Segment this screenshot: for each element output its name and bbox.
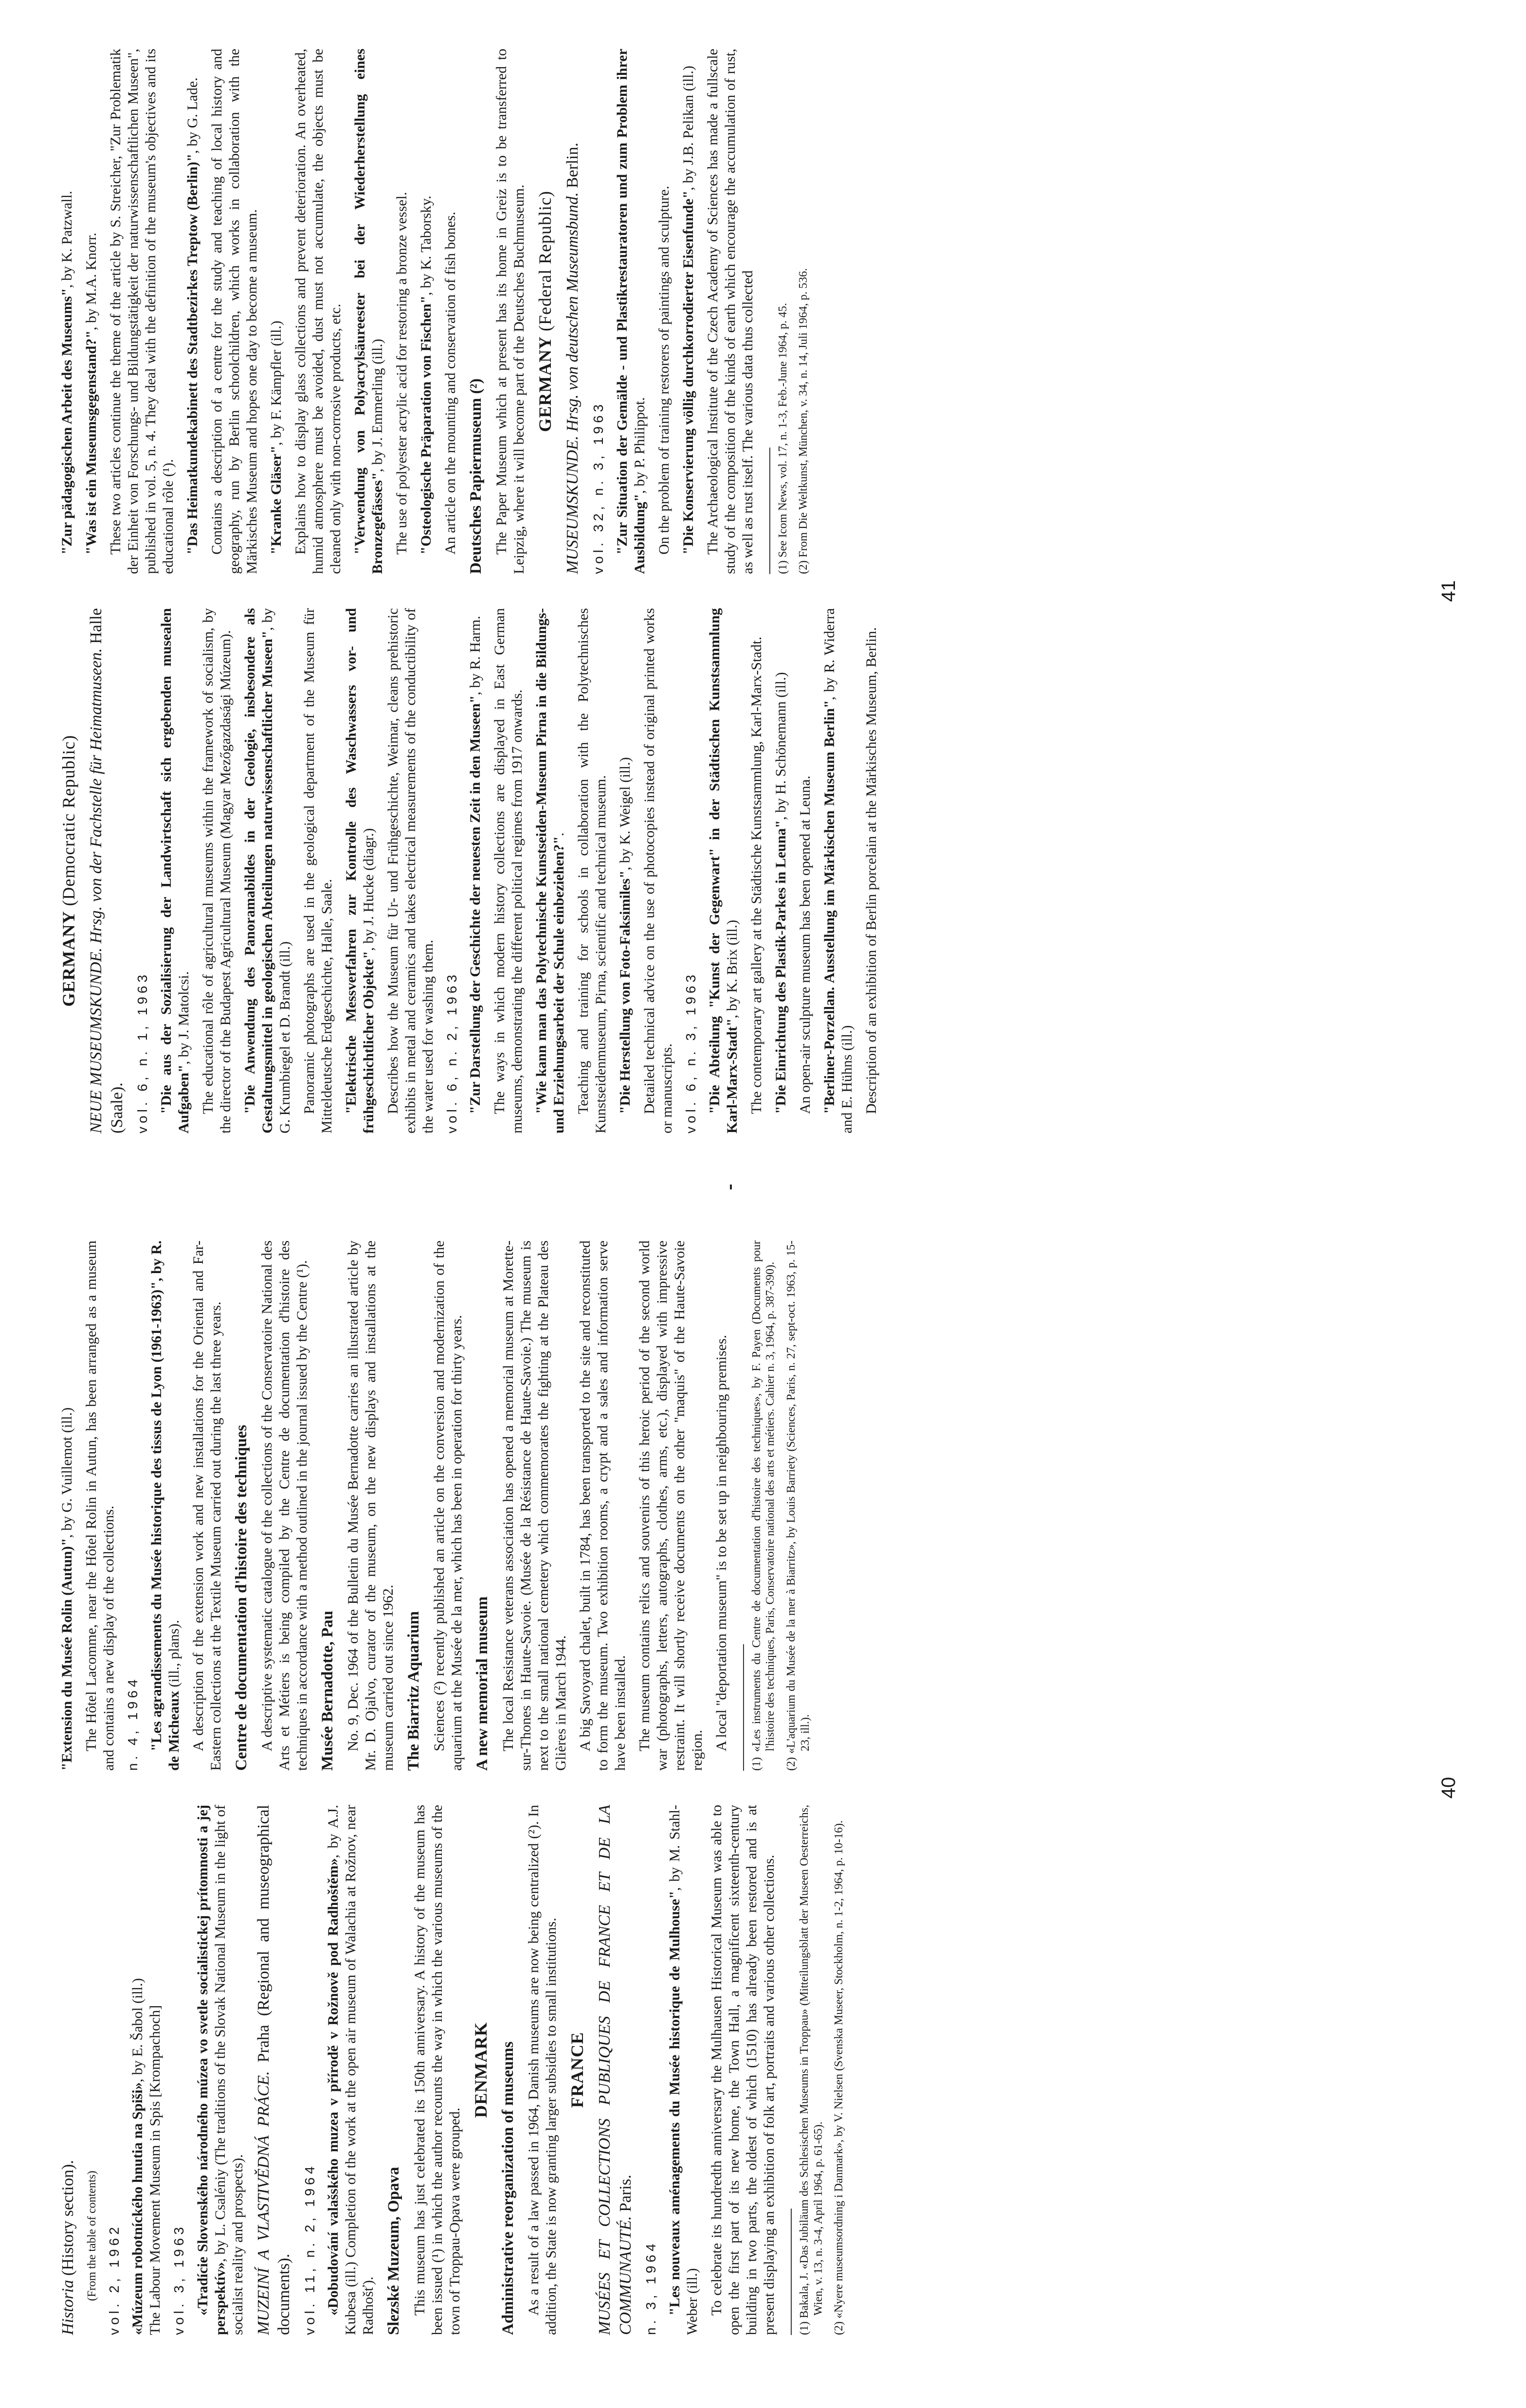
article-entry: "Kranke Gläser", by F. Kämpfler (ill.) [268, 321, 284, 555]
volume-line: n. 4, 1964 [125, 1676, 140, 1771]
article-entry: "Extension du Musée Rolin (Autun)", by G. Vuillemot (ill.) [59, 1407, 75, 1771]
volume-line: vol. 2, 1962 [106, 2224, 122, 2335]
paragraph: Explains how to display glass collections and prevent deterioration. An overheated, humid atmosphere must be avoided, dust must not accumulate, the objects must be cleaned only with non-corrosive products, etc. [292, 49, 344, 574]
footnote-rule [769, 448, 770, 574]
table-of-contents-note: (From the table of contents) [85, 2171, 98, 2301]
section-heading: The Biarritz Aquarium [405, 1611, 423, 1771]
volume-line: vol. 6, n. 2, 1963 [444, 971, 459, 1133]
article-entry: "Osteologische Präparation von Fischen", by K. Taborsky. [418, 196, 434, 555]
page-40 [58, 1240, 1460, 2335]
paragraph: Teaching and training for schools in collaboration with the Polytechnisches Kunstseidenmuseum, Pirna, scientific and technical museum. [575, 608, 609, 1133]
footnote: (2) «L'aquarium du Musée de la mer à Biarritz», by Louis Barriety (Sciences, Paris, n. 27, sept-oct. 1963, p. 15-23, ill.). [785, 1240, 812, 1771]
page-41 [58, 49, 1460, 1133]
article-entry: "Berliner-Porzellan. Ausstellung im Märkischen Museum Berlin", by R. Widerra and E. Hühns (ill.) [821, 608, 855, 1133]
paragraph: This museum has just celebrated its 150th anniversary. A history of the museum has been issued (¹) in which the author recounts the way in which the various museums of the town of Troppau-Opava were grouped. [411, 1805, 463, 2335]
right-page-column-1 [58, 608, 1343, 1133]
footnote: (1) «Les instruments du Centre de documentation d'histoire des techniques», by F. Payen (Documents pour l'histoire des techniques, Paris, Conservatoire national des arts et métiers. Cahier n. 3, 1964, p. 387-390). [750, 1240, 777, 1771]
footnote-rule [743, 1644, 744, 1771]
paragraph: Description of an exhibition of Berlin porcelain at the Märkisches Museum, Berlin. [863, 627, 879, 1114]
paragraph: As a result of a law passed in 1964, Danish museums are now being centralized (²). In addition, the State is now granting larger subsidies to small institutions. [526, 1805, 560, 2335]
country-heading: GERMANY (Democratic Republic) [59, 735, 78, 1007]
article-entry: «Tradície Slovenského národného múzea vo svetle socialistickej prítomnosti a jej perspektív», by L. Csaléniy (The traditions of the Slovak National Museum in the light of socialist reality and prospects). [194, 1805, 246, 2335]
footnote-rule [791, 2209, 792, 2335]
article-entry: «Dobudování valašského muzea v přírodě v Rožnově pod Radhoštěm», by A.J. Kubesa (ill.) Completion of the work at the open air museum of Walachia at Rožnov, near Radhošť). [325, 1805, 377, 2335]
paragraph: The Paper Museum which at present has its home in Greiz is to be transferred to Leipzig, where it will become part of the Deutsches Buchmuseum. [493, 49, 527, 574]
paragraph: The museum contains relics and souvenirs of this heroic period of the second world war (photographs, letters, autographs, clothes, arms, etc.), displayed with impressive restraint. It will shortly receive documents on the other "maquis" of the Haute-Savoie region. [636, 1240, 705, 1771]
section-heading: A new memorial museum [473, 1596, 491, 1771]
paragraph: An article on the mounting and conservation of fish bones. [442, 212, 458, 555]
volume-line: vol. 6, n. 3, 1963 [683, 971, 699, 1133]
publication-title: MUSEUMSKUNDE. Hrsg. von deutschen Museumsbund. Berlin. [563, 143, 582, 574]
paragraph: No. 9, Dec. 1964 of the Bulletin du Musée Bernadotte carries an illustrated article by Mr. D. Ojalvo, curator of the museum, on the new displays and installations at the museum carried out since 1962. [345, 1240, 397, 1771]
section-heading: Administrative reorganization of museums [499, 2041, 517, 2335]
paragraph: To celebrate its hundredth anniversary the Mulhausen Historical Museum was able to open the first part of its new home, the Town Hall, a magnificent sixteenth-century building in two parts, the oldest of which (1510) has already been restored and is at present displaying an exhibition of folk art, portraits and various other collections. [708, 1805, 777, 2335]
article-entry: "Die Konservierung völlig durchkorrodierter Eisenfunde", by J.B. Pelikan (ill.) [680, 66, 696, 555]
article-entry: "Zur Situation der Gemälde - und Plastikrestauratoren und zum Problem ihrer Ausbildung", by P. Philippot. [614, 49, 648, 574]
footnote: (1) See Icom News, vol. 17, n. 1-3, Feb.-June 1964, p. 45. [776, 303, 789, 574]
paragraph: On the problem of training restorers of paintings and sculpture. [655, 185, 672, 555]
article-entry: "Les agrandissements du Musée historique des tissus de Lyon (1961-1963)", by R. de Micheaux (ill., plans). [148, 1240, 182, 1771]
paragraph: The local Resistance veterans association has opened a memorial museum at Morette-sur-Thones in Haute-Savoie. (Musée de la Résistance de Haute-Savoie.) The museum is next to the small national cemetery which commemorates the fighting at the Plateau des Glières in March 1944. [500, 1240, 569, 1771]
section-heading: Musée Bernadotte, Pau [318, 1610, 336, 1771]
volume-line: vol. 11, n. 2, 1964 [302, 2163, 317, 2335]
article-entry: "Die Anwendung des Panoramabildes in der Geologie, insbesondere als Gestaltungsmittel in geologischen Abteilungen naturwissenschaftlicher Museen", by G. Krumbiegel et D. Brandt (ill.) [241, 608, 293, 1133]
paragraph: The ways in which modern history collections are displayed in East German museums, demonstrating the different political regimes from 1917 onwards. [491, 608, 526, 1133]
paragraph: An open-air sculpture museum has been opened at Leuna. [797, 775, 813, 1114]
volume-line: vol. 6, n. 1, 1963 [135, 971, 150, 1133]
article-entry: «Múzeum robotníckého hnutia na Spiši», by E. Šabol (ill.) The Labour Movement Museum in Spis [Krompachoch] [129, 1978, 164, 2335]
article-entry: "Die aus der Sozialisierung der Landwirtschaft sich ergebenden musealen Aufgaben", by J. Matolcsi. [158, 608, 192, 1133]
article-entry: "Zur pädagogischen Arbeit des Museums", by K. Patzwall. [59, 191, 75, 555]
article-entry: "Die Herstellung von Foto-Faksimiles", by K. Weigel (ill.) [617, 757, 634, 1114]
paragraph: A descriptive systematic catalogue of the collections of the Conservatoire National des Arts et Métiers is being compiled by the Centre de documentation d'histoire des techniques in accordance with a method outlined in the journal issued by the Centre (¹). [258, 1240, 310, 1771]
publication-title: NEUE MUSEUMSKUNDE. Hrsg. von der Fachstelle für Heimatmuseen. Halle (Saale). [87, 608, 126, 1133]
paragraph: Sciences (²) recently published an article on the conversion and modernization of the aquarium at the Musée de la mer, which has been in operation for thirty years. [431, 1240, 465, 1771]
footnote: (2) «Nyere museumsordning i Danmark», by V. Nielsen (Svenska Museer, Stockholm, n. 1-2, 1964, p. 10-16). [833, 1820, 846, 2335]
publication-title: MUZEINÍ A VLASTIVĚDNÁ PRÁCE. Praha (Regional and museographical documents). [254, 1805, 293, 2335]
article-entry: "Die Abteilung "Kunst der Gegenwart" in der Städtischen Kunstsammlung Karl-Marx-Stadt", by K. Brix (ill.) [706, 608, 740, 1133]
publication-title: MUSÉES ET COLLECTIONS PUBLIQUES DE FRANCE ET DE LA COMMUNAUTÉ. Paris. [596, 1805, 635, 2335]
page-number: 40 [1438, 1777, 1459, 1799]
footnote: (2) From Die Weltkunst, München, v. 34, n. 14, Juli 1964, p. 536. [797, 268, 810, 574]
paragraph: Detailed technical advice on the use of photocopies instead of original printed works or manuscripts. [641, 608, 675, 1133]
paragraph: The use of polyester acrylic acid for restoring a bronze vessel. [394, 192, 410, 555]
paragraph: These two articles continue the theme of the article by S. Streicher, "Zur Problematik der Einheit von Forschungs- und Bildungstätigkeit der naturwissenschaftlichen Museen", published in vol. 5, n. 4. They deal with the definition of the museum's objectives and its educational rôle (¹). [108, 49, 176, 574]
page-number: 41 [1438, 580, 1459, 602]
volume-line: vol. 3, 1963 [171, 2224, 187, 2335]
country-heading: GERMANY (Federal Republic) [535, 191, 555, 432]
article-entry: "Wie kann man das Polytechnische Kunstseiden-Museum Pirna in die Bildungs- und Erziehungsarbeit der Schule einbeziehen?". [533, 608, 567, 1133]
paragraph: The Archaeological Institute of the Czech Academy of Sciences has made a fullscale study of the composition of the kinds of earth which encourage the accumulation of rust, as well as rust itself. The various data thus collected [704, 49, 756, 574]
section-heading: Deutsches Papiermuseum (²) [467, 378, 485, 574]
country-heading: DENMARK [471, 2022, 490, 2118]
section-heading: Centre de documentation d'histoire des techniques [232, 1424, 250, 1771]
left-page-column-2 [58, 1240, 1343, 1771]
article-entry: "Zur Darstellung der Geschichte der neuesten Zeit in den Museen", by R. Harm. [467, 615, 484, 1114]
paragraph: A local "deportation museum" is to be set up in neighbouring premises. [713, 1334, 729, 1751]
paragraph: The contemporary art gallery at the Städtische Kunstsammlung, Karl-Marx-Stadt. [748, 636, 764, 1114]
paragraph: A big Savoyard chalet, built in 1784, has been transported to the site and reconstituted to form the museum. Two exhibition rooms, a crypt and a sales and information serve have been installed. [577, 1240, 628, 1771]
country-heading: FRANCE [567, 2032, 587, 2108]
section-heading: Slezské Muzeum, Opava [385, 2167, 403, 2335]
paragraph: Panoramic photographs are used in the geological department of the Museum für Mitteldeutsche Erdgeschichte, Halle, Saale. [301, 608, 335, 1133]
paragraph: The Hôtel Lacomme, near the Hôtel Rolin in Autun, has been arranged as a museum and contains a new display of the collections. [83, 1240, 117, 1771]
article-entry: "Les nouveaux aménagements du Musée historique de Mulhouse", by M. Stahl-Weber (ill.) [666, 1805, 700, 2335]
volume-line: vol. 32, n. 3, 1963 [590, 401, 606, 574]
paragraph: Describes how the Museum für Ur- und Frühgeschichte, Weimar, cleans prehistoric exhibits in metal and ceramics and takes electrical measurements of the conductibility of the water used for washing them. [384, 608, 436, 1133]
right-page-column-2 [58, 49, 1343, 574]
paragraph: The educational rôle of agricultural museums within the framework of socialism, by the director of the Budapest Agricultural Museum (Magyar Mezőgazdasági Múzeum). [200, 608, 234, 1133]
article-entry: "Verwendung von Polyacrylsäureester bei der Wiederherstellung eines Bronzegefässes", by J. Emmerling (ill.) [352, 49, 385, 574]
article-entry: "Was ist ein Museumsgegenstand?", by M.A. Knorr. [83, 233, 99, 555]
article-entry: "Die Einrichtung des Plastik-Parkes in Leuna", by H. Schönemann (ill.) [772, 672, 789, 1114]
article-entry: "Elektrische Messverfahren zur Kontrolle des Waschwassers vor- und frühgeschichtlicher Objekte", by J. Hucke (diagr.) [343, 608, 377, 1133]
article-entry: "Das Heimatkundekabinett des Stadtbezirkes Treptow (Berlin)", by G. Lade. [184, 77, 200, 555]
left-page-column-1 [58, 1805, 1343, 2335]
paragraph: Contains a description of a centre for the study and teaching of local history and geography, run by Berlin schoolchildren, which works in collaboration with the Märkisches Museum and hopes one day to become a museum. [209, 49, 260, 574]
footnote: (1) Bakala, J. «Das Jubiläum des Schlesischen Museums in Troppau» (Mitteilungsblatt der Museen Oesterreichs, Wien, v. 13, n. 3-4, April 1964, p. 61-65). [798, 1805, 825, 2335]
gutter-mark [730, 1185, 732, 1189]
volume-line: n. 3, 1964 [643, 2240, 659, 2335]
historia-heading: Historia (History section). [59, 2160, 77, 2335]
paragraph: A description of the extension work and new installations for the Oriental and Far-Eastern collections at the Textile Museum carried out during the last three years. [190, 1240, 224, 1771]
